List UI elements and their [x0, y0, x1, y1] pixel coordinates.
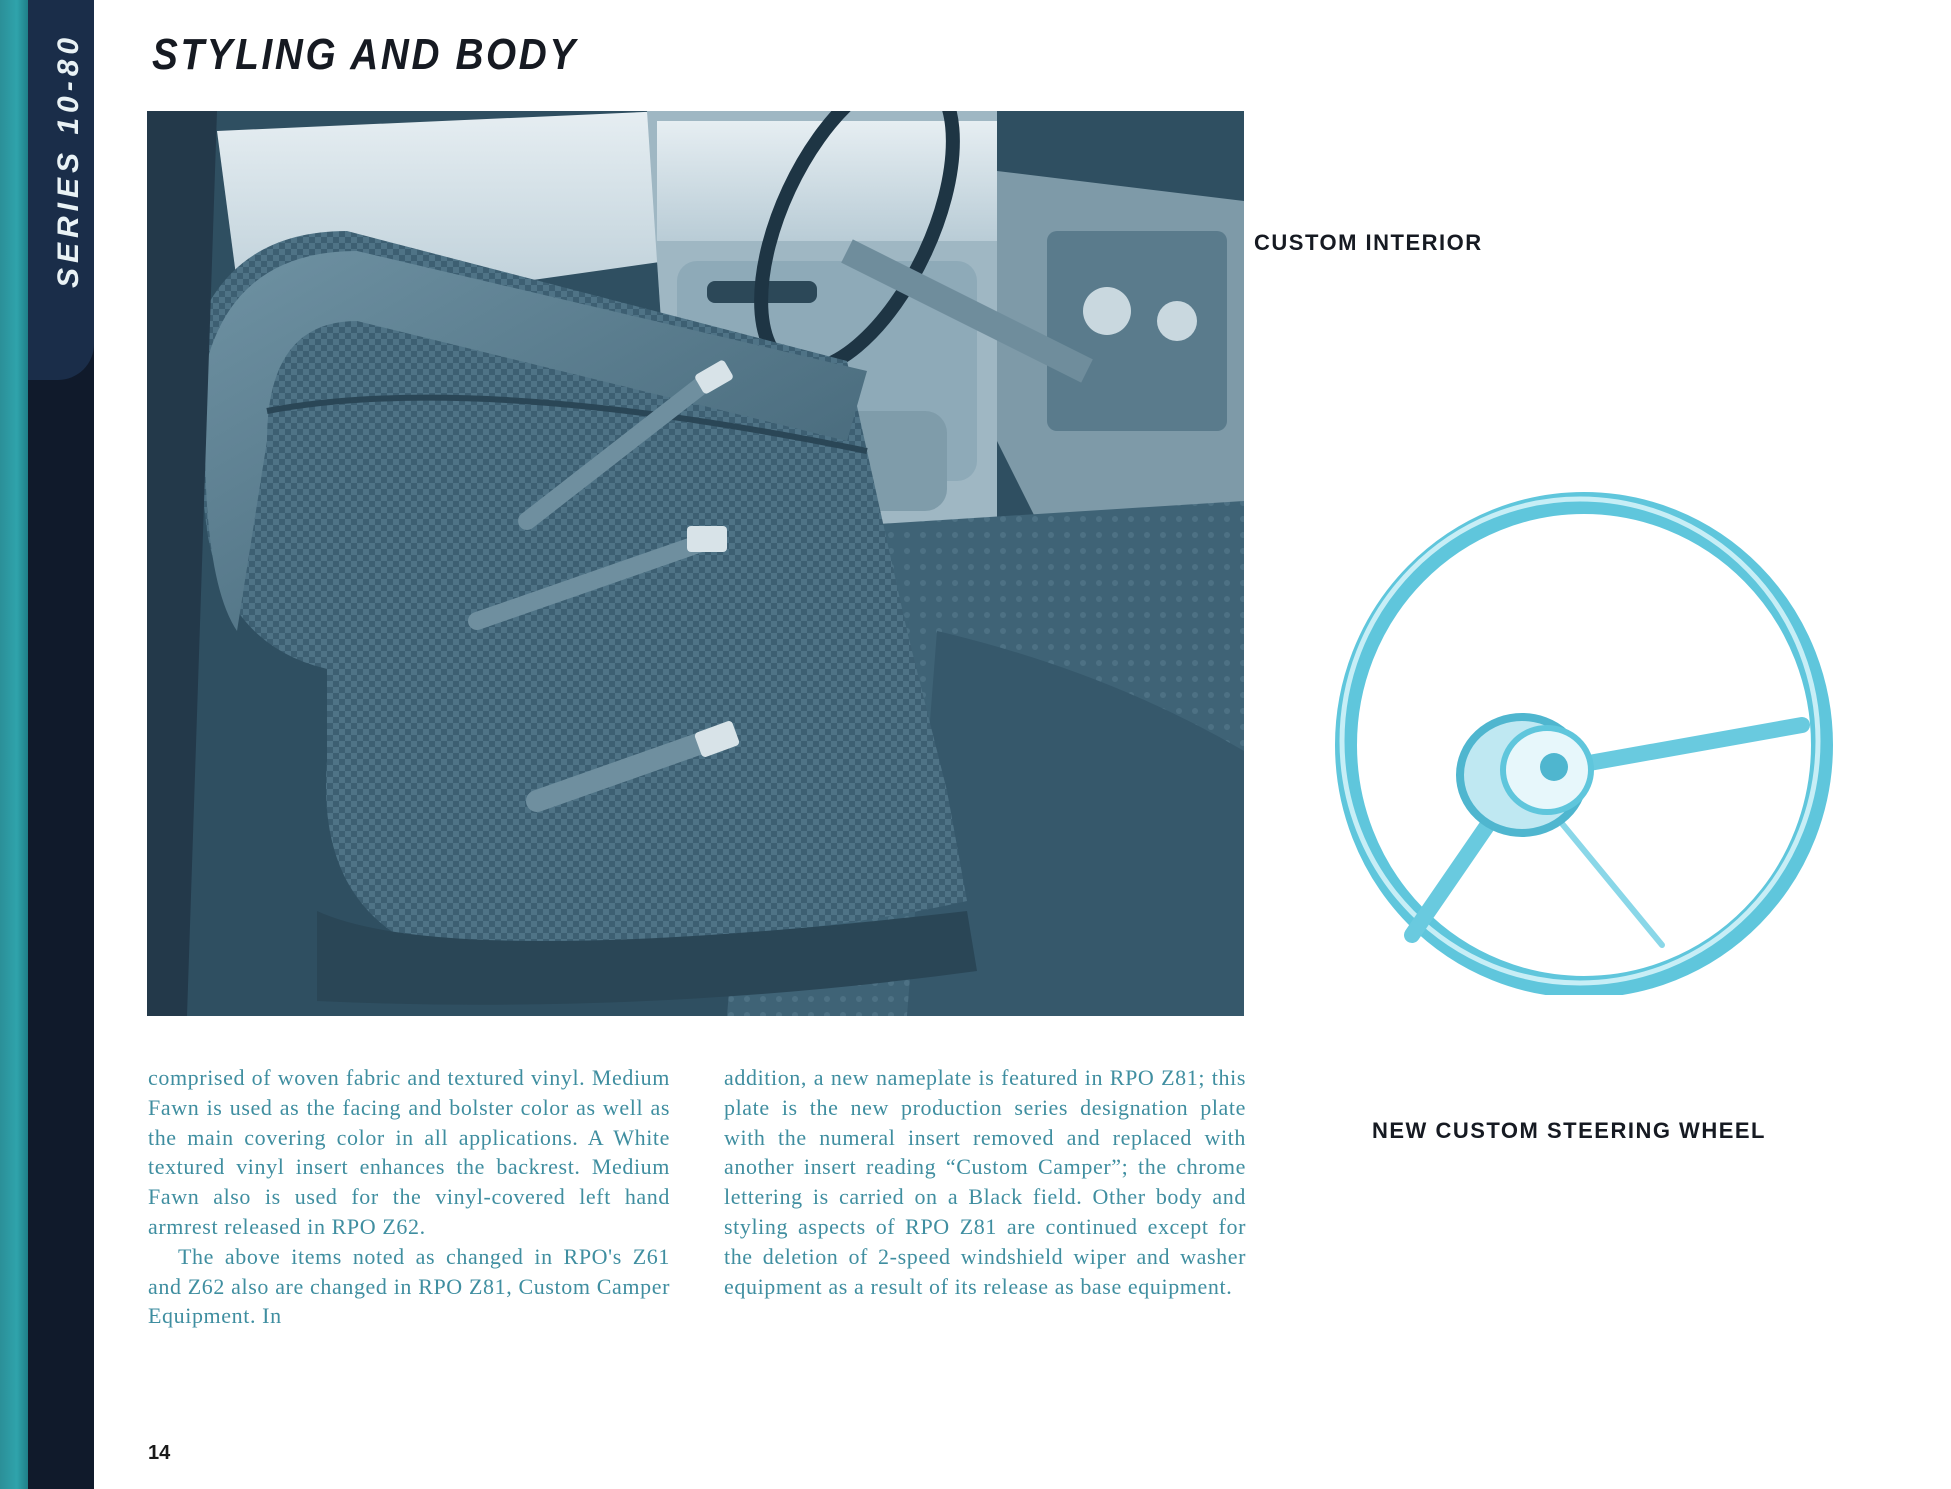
page-title: STYLING AND BODY [152, 30, 578, 79]
edge-stripe [0, 0, 28, 1489]
page-number: 14 [148, 1442, 171, 1464]
text-column-right [724, 1063, 1246, 1301]
paragraph: The above items noted as changed in RPO's Z61 and Z62 also are changed in RPO Z81, Custom Camper Equipment. In [148, 1243, 670, 1329]
text-column-left [148, 1063, 670, 1331]
steering-wheel-photo [1322, 475, 1834, 995]
interior-photo [147, 111, 1244, 1016]
wheel-caption: NEW CUSTOM STEERING WHEEL [1372, 1118, 1766, 1143]
paragraph: comprised of woven fabric and textured vinyl. Medium Fawn is used as the facing and bolster color as well as the main covering color in all applications. A White textured vinyl insert enhances the backrest. Medium Fawn also is used for the vinyl-covered left hand armrest released in RPO Z62. [148, 1065, 670, 1239]
series-label: SERIES 10-80 [52, 32, 85, 288]
paragraph: addition, a new nameplate is featured in RPO Z81; this plate is the new production series designation plate with the numeral insert removed and replaced with another insert reading “Custom Camper”; the chrome lettering is carried on a Black field. Other body and styling aspects of RPO Z81 are continued except for the deletion of 2-speed windshield wiper and washer equipment as a result of its release as base equipment. [724, 1065, 1246, 1299]
interior-caption: CUSTOM INTERIOR [1254, 230, 1483, 255]
